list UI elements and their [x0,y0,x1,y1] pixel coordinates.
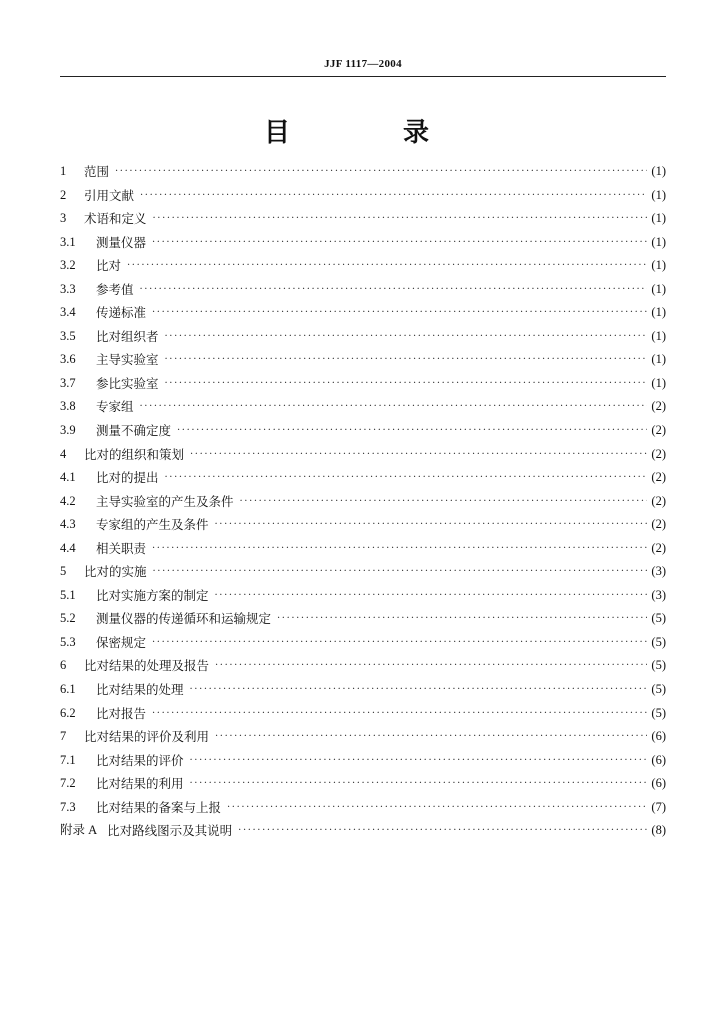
toc-entry[interactable] [60,348,666,372]
toc-entry-label: 比对结果的评价及利用 [84,729,210,745]
toc-entry[interactable] [60,772,666,796]
toc-dot-leader [190,678,648,702]
toc-entry-page: (1) [651,164,666,178]
toc-dot-leader [152,631,647,655]
toc-entry[interactable] [60,796,666,820]
toc-entry-number: 1 [60,164,67,178]
toc-dot-leader [165,325,648,349]
toc-entry-number: 3.1 [60,234,76,249]
toc-entry-number: 7.3 [60,799,76,814]
toc-entry-page: (1) [651,281,666,296]
toc-entry-page: (5) [651,682,666,697]
toc-entry-label: 比对 [96,258,122,274]
toc-dot-leader [153,207,648,231]
toc-entry[interactable] [60,819,666,843]
toc-dot-leader [152,702,647,726]
toc-dot-leader [152,301,647,325]
toc-dot-leader [277,607,647,631]
toc-entry-number: 2 [60,187,67,202]
toc-dot-leader [215,725,647,749]
toc-dot-leader [190,443,647,467]
toc-entry[interactable] [60,702,666,726]
toc-entry-number: 3.4 [60,305,76,320]
toc-entry-label: 主导实验室 [96,352,159,368]
toc-entry-label: 保密规定 [96,634,147,650]
toc-entry-page: (3) [651,587,666,602]
toc-entry-page: (2) [651,446,666,461]
toc-entry-number: 5 [60,564,67,579]
toc-entry-label: 主导实验室的产生及条件 [96,493,234,509]
toc-entry-number: 4.2 [60,493,76,508]
header-rule [60,76,666,77]
toc-entry[interactable] [60,419,666,443]
toc-entry-label: 比对结果的备案与上报 [96,799,222,815]
toc-entry[interactable] [60,678,666,702]
toc-entry[interactable] [60,513,666,537]
toc-entry-number: 5.2 [60,611,76,626]
toc-dot-leader [165,466,648,490]
toc-entry-page: (1) [651,187,666,202]
toc-entry[interactable] [60,207,666,231]
toc-dot-leader [190,749,648,773]
toc-entry-number: 6.1 [60,682,76,697]
toc-entry[interactable] [60,631,666,655]
toc-entry-page: (5) [651,611,666,626]
toc-dot-leader [190,772,648,796]
toc-dot-leader [140,184,647,208]
toc-entry-label: 专家组的产生及条件 [96,517,209,533]
toc-entry-label: 比对报告 [96,705,147,721]
toc-entry-label: 比对的实施 [84,564,147,580]
toc-entry[interactable] [60,301,666,325]
toc-entry-page: (1) [651,305,666,320]
toc-entry-number: 3.6 [60,352,76,367]
toc-entry-number: 5.1 [60,587,76,602]
toc-entry-page: (1) [651,211,666,226]
toc-entry-number: 3.5 [60,328,76,343]
toc-entry-page: (7) [651,799,666,814]
toc-entry-label: 参考值 [96,281,134,297]
toc-entry-label: 比对组织者 [96,328,159,344]
toc-entry-label: 比对的提出 [96,470,159,486]
toc-entry[interactable] [60,725,666,749]
toc-dot-leader [165,348,648,372]
toc-entry-page: (2) [651,517,666,532]
toc-entry-label: 参比实验室 [96,375,159,391]
toc-entry-number: 6 [60,658,67,673]
toc-entry-label: 范围 [84,164,110,179]
toc-entry-page: (5) [651,705,666,720]
table-of-contents [60,160,666,843]
toc-entry[interactable] [60,325,666,349]
toc-entry-number: 3.8 [60,399,76,414]
toc-entry[interactable] [60,466,666,490]
toc-entry[interactable] [60,395,666,419]
toc-entry-number: 3.9 [60,423,76,438]
toc-entry-number: 6.2 [60,705,76,720]
toc-entry-number: 7 [60,729,67,744]
toc-entry[interactable] [60,278,666,302]
toc-entry-number: 5.3 [60,634,76,649]
toc-entry-page: (2) [651,493,666,508]
toc-entry[interactable] [60,231,666,255]
toc-entry[interactable] [60,443,666,467]
toc-entry-page: (1) [651,375,666,390]
toc-entry-label: 专家组 [96,399,134,415]
toc-entry-number: 4.4 [60,540,76,555]
toc-entry-label: 比对结果的利用 [96,776,184,792]
toc-dot-leader [140,278,648,302]
toc-entry-page: (1) [651,258,666,273]
toc-entry-label: 比对结果的处理 [96,682,184,698]
toc-entry[interactable] [60,537,666,561]
toc-dot-leader [153,560,648,584]
toc-entry-number: 4.3 [60,517,76,532]
toc-entry[interactable] [60,654,666,678]
toc-entry-label: 比对结果的处理及报告 [84,658,210,674]
toc-entry-number: 3 [60,211,67,226]
toc-entry-page: (3) [651,564,666,579]
toc-dot-leader [240,490,648,514]
toc-entry-label: 传递标准 [96,305,147,321]
page-title: 目 录 [263,118,482,148]
toc-entry-label: 比对实施方案的制定 [96,587,209,603]
toc-dot-leader [215,584,648,608]
toc-dot-leader [177,419,647,443]
toc-entry-label: 测量不确定度 [96,423,172,439]
toc-entry-label: 引用文献 [84,187,135,203]
toc-entry[interactable] [60,607,666,631]
toc-dot-leader [152,231,647,255]
toc-entry-label: 术语和定义 [84,211,147,227]
toc-entry-page: (1) [651,234,666,249]
toc-entry-number: 附录 A [60,823,98,838]
toc-entry-page: (2) [651,399,666,414]
toc-entry-number: 3.3 [60,281,76,296]
toc-dot-leader [215,654,647,678]
toc-dot-leader [127,254,647,278]
toc-entry-number: 7.2 [60,776,76,791]
toc-entry-page: (1) [651,352,666,367]
toc-entry-page: (8) [651,823,666,838]
toc-entry-number: 4.1 [60,470,76,485]
toc-entry[interactable] [60,560,666,584]
toc-entry-page: (5) [651,658,666,673]
toc-dot-leader [227,796,647,820]
toc-entry-label: 比对路线图示及其说明 [107,823,233,839]
toc-dot-leader [115,160,647,184]
toc-entry-page: (2) [651,423,666,438]
toc-dot-leader [215,513,648,537]
toc-entry[interactable] [60,254,666,278]
toc-dot-leader [238,819,647,843]
toc-entry-label: 相关职责 [96,540,147,556]
toc-entry-page: (1) [651,328,666,343]
toc-entry-page: (6) [651,752,666,767]
toc-entry[interactable] [60,184,666,208]
toc-dot-leader [140,395,648,419]
toc-entry[interactable] [60,372,666,396]
toc-entry[interactable] [60,490,666,514]
toc-entry-number: 3.2 [60,258,76,273]
toc-entry-page: (6) [651,776,666,791]
toc-entry-number: 7.1 [60,752,76,767]
toc-entry-label: 比对结果的评价 [96,752,184,768]
toc-entry[interactable] [60,749,666,773]
toc-entry-number: 4 [60,446,67,461]
toc-entry-number: 3.7 [60,375,76,390]
toc-entry-page: (6) [651,729,666,744]
toc-entry-page: (5) [651,634,666,649]
toc-entry-page: (2) [651,470,666,485]
toc-dot-leader [165,372,648,396]
toc-entry-label: 比对的组织和策划 [84,446,185,462]
toc-entry-page: (2) [651,540,666,555]
toc-dot-leader [152,537,647,561]
document-code-header: JJF 1117—2004 [324,58,402,70]
toc-entry[interactable] [60,160,666,184]
toc-entry-label: 测量仪器 [96,234,147,250]
toc-entry[interactable] [60,584,666,608]
toc-entry-label: 测量仪器的传递循环和运输规定 [96,611,272,627]
